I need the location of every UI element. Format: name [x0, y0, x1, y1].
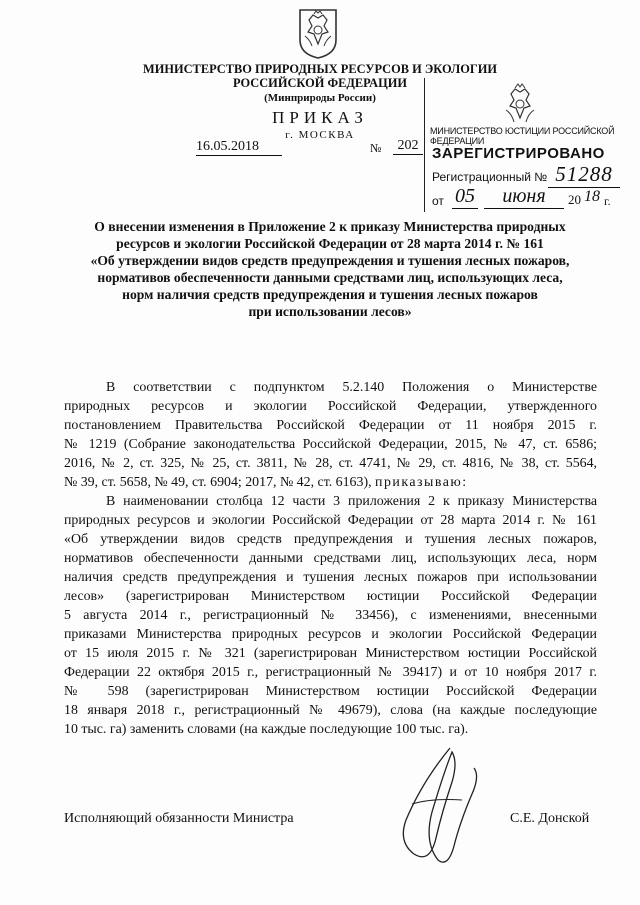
stamp-reg-number: 51288 — [548, 162, 620, 188]
title-line: О внесении изменения в Приложение 2 к приказу Министерства природных — [94, 219, 566, 234]
body-line-text: № 39, ст. 5658, № 49, ст. 6904; 2017, № 42, ст. 6163), — [64, 475, 372, 490]
document-city: г. МОСКВА — [285, 129, 355, 141]
body-line: наличия средств предупреждения и тушения лесных пожаров при использовании — [64, 570, 597, 585]
stamp-year-prefix: 20 — [568, 192, 581, 207]
handwritten-signature-icon — [392, 742, 492, 872]
document-number-label: № — [370, 141, 382, 155]
body-line: 5 августа 2014 г., регистрационный № 33456), с изменениями, внесенными — [64, 608, 597, 623]
stamp-year-suffix: 18 — [584, 188, 600, 205]
document-number: 202 — [393, 138, 423, 155]
body-line: № 598 (зарегистрирован Министерством юстиции Российской Федерации — [64, 684, 597, 699]
order-body — [64, 378, 597, 739]
stamp-status: ЗАРЕГИСТРИРОВАНО — [432, 145, 605, 162]
body-line: лесов» (зарегистрирован Министерством юстиции Российской Федерации — [64, 589, 597, 604]
body-line: постановлением Правительства Российской Федерации от 11 ноября 2015 г. — [64, 418, 597, 433]
body-line: 18 января 2018 г., регистрационный № 49679), слова (на каждые последующие — [64, 703, 597, 718]
body-line: В наименовании столбца 12 части 3 приложения 2 к приказу Министерства — [106, 494, 597, 509]
stamp-coat-of-arms-icon — [500, 82, 540, 128]
coat-of-arms-icon — [296, 6, 340, 60]
stamp-year-unit: г. — [604, 194, 611, 208]
stamp-ministry-name: МИНИСТЕРСТВО ЮСТИЦИИ РОССИЙСКОЙ ФЕДЕРАЦИИ — [430, 126, 615, 146]
body-line: природных ресурсов и экологии Российской Федерации от 28 марта 2014 г. № 161 — [64, 513, 597, 528]
title-line: «Об утверждении видов средств предупреждения и тушения лесных пожаров, — [90, 253, 570, 268]
body-line: от 15 июля 2015 г. № 321 (зарегистрирован Министерством юстиции Российской — [64, 646, 597, 661]
body-line: Федерации 22 октября 2015 г., регистрационный № 39417) и от 10 ноября 2017 г. — [64, 665, 597, 680]
document-type: ПРИКАЗ — [272, 108, 368, 127]
body-line: В соответствии с подпунктом 5.2.140 Положения о Министерстве — [106, 380, 597, 395]
order-title — [60, 218, 600, 320]
ministry-short-name: (Минприроды России) — [264, 92, 376, 104]
body-line: приказами Министерства природных ресурсов и экологии Российской Федерации — [64, 627, 597, 642]
body-line: № 1219 (Собрание законодательства Российской Федерации, 2015, № 47, ст. 6586; — [64, 437, 597, 452]
body-line: «Об утверждении видов средств предупреждения и тушения лесных пожаров, — [64, 532, 597, 547]
body-line — [64, 473, 597, 492]
signatory-position: Исполняющий обязанности Министра — [64, 811, 294, 826]
stamp-month: июня — [484, 185, 564, 209]
title-line: ресурсов и экологии Российской Федерации от 28 марта 2014 г. № 161 — [116, 236, 544, 251]
document-date: 16.05.2018 — [196, 139, 282, 156]
title-line: при использовании лесов» — [248, 304, 412, 319]
stamp-from-label: от — [432, 194, 444, 208]
stamp-reg-label: Регистрационный № — [432, 170, 548, 184]
title-line: норм наличия средств предупреждения и тушения лесных пожаров — [122, 287, 538, 302]
title-line: нормативов обеспеченности данными средствами лиц, использующих леса, — [97, 270, 563, 285]
signatory-name: С.Е. Донской — [510, 811, 590, 826]
body-line: нормативов обеспеченности данными средствами лиц, использующих леса, норм — [64, 551, 597, 566]
order-verb: приказываю: — [375, 475, 468, 490]
body-line: 10 тыс. га) заменить словами (на каждые последующие 100 тыс. га). — [64, 722, 469, 737]
body-line: природных ресурсов и экологии Российской Федерации, утвержденного — [64, 399, 597, 414]
ministry-name-line1: МИНИСТЕРСТВО ПРИРОДНЫХ РЕСУРСОВ И ЭКОЛОГИИ — [143, 62, 497, 76]
ministry-name-line2: РОССИЙСКОЙ ФЕДЕРАЦИИ — [233, 76, 407, 90]
stamp-day: 05 — [452, 185, 478, 209]
body-line: 2016, № 2, ст. 325, № 25, ст. 3811, № 28, ст. 4741, № 29, ст. 4816, № 38, ст. 5564, — [64, 456, 597, 471]
